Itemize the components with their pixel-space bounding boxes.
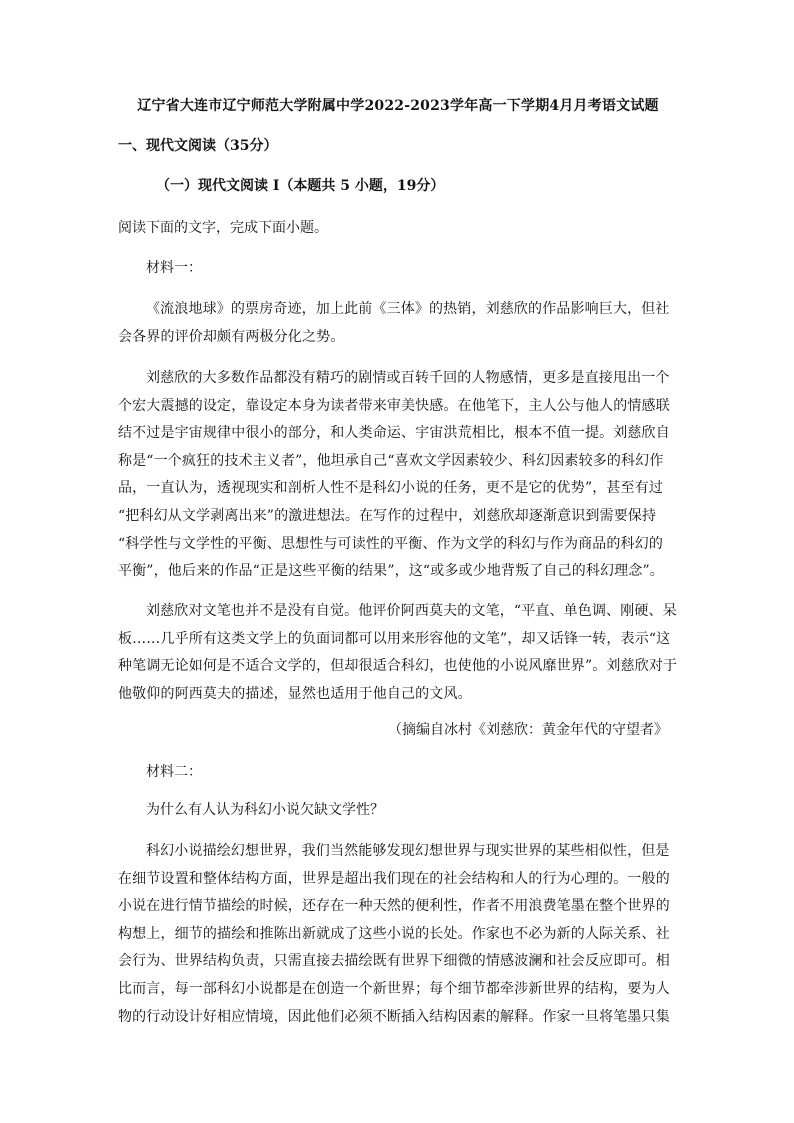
material1-label: 材料一： bbox=[146, 260, 202, 276]
paragraph-line: 会行为、世界结构负责，只需直接去描绘既有世界下细微的情感波澜和社会反应即可。相 bbox=[118, 953, 670, 970]
paragraph-line: 他敬仰的阿西莫夫的描述，显然也适用于他自己的文风。 bbox=[118, 685, 472, 702]
subsection-heading: （一）现代文阅读 I（本题共 5 小题，19分） bbox=[156, 178, 445, 194]
paragraph-line: 小说在进行情节描绘的时候，还存在一种天然的便利性，作者不用浪费笔墨在整个世界的 bbox=[118, 898, 670, 915]
paragraph-line: 结不过是宇宙规律中很小的部分，和人类命运、宇宙洪荒相比，根本不值一提。刘慈欣自 bbox=[118, 425, 670, 442]
paragraph-line: 种笔调无论如何是不适合文学的，但却很适合科幻，也使他的小说风靡世界”。刘慈欣对于 bbox=[118, 658, 678, 675]
paragraph-2 bbox=[118, 365, 668, 586]
paragraph-line: 物的行动设计好相应情境，因此他们必须不断插入结构因素的解释。作家一旦将笔墨只集 bbox=[118, 1008, 670, 1025]
paragraph-line: 在细节设置和整体结构方面，世界是超出我们现在的社会结构和人的行为心理的。一般的 bbox=[118, 870, 670, 887]
paragraph-line: 科幻小说描绘幻想世界，我们当然能够发现幻想世界与现实世界的某些相似性，但是 bbox=[146, 843, 670, 859]
section-heading: 一、现代文阅读（35分） bbox=[118, 138, 278, 154]
paragraph-line: 刘慈欣对文笔也并不是没有自觉。他评价阿西莫夫的文笔，“平直、单色调、刚硬、呆 bbox=[146, 603, 677, 619]
document-title: 辽宁省大连市辽宁师范大学附属中学2022-2023学年高一下学期4月月考语文试题 bbox=[137, 98, 659, 114]
paragraph-line: 刘慈欣的大多数作品都没有精巧的剧情或百转千回的人物感情，更多是直接甩出一个 bbox=[146, 370, 670, 386]
paragraph-3 bbox=[118, 598, 678, 708]
paragraph-line: “把科幻从文学剥离出来”的激进想法。在写作的过程中，刘慈欣却逐渐意识到需要保持 bbox=[118, 507, 657, 524]
paragraph-4 bbox=[118, 838, 668, 1031]
instruction-text: 阅读下面的文字，完成下面小题。 bbox=[118, 220, 328, 236]
paragraph-line: 比而言，每一部科幻小说都是在创造一个新世界；每个细节都牵涉新世界的结构，要为人 bbox=[118, 980, 670, 997]
material2-label: 材料二： bbox=[146, 764, 202, 780]
paragraph-line: 板……几乎所有这类文学上的负面词都可以用来形容他的文笔”，却又话锋一转，表示“这 bbox=[118, 630, 671, 647]
source-citation: （摘编自冰村《刘慈欣：黄金年代的守望者》 bbox=[388, 722, 668, 738]
paragraph-line: 个宏大震撼的设定，靠设定本身为读者带来审美快感。在他笔下，主人公与他人的情感联 bbox=[118, 397, 670, 414]
paragraph-line: 《流浪地球》的票房奇迹，加上此前《三体》的热销，刘慈欣的作品影响巨大，但社 bbox=[146, 301, 670, 317]
paragraph-line: 会各界的评价却颇有两极分化之势。 bbox=[118, 328, 345, 345]
paragraph-line: 构想上，细节的描绘和推陈出新就成了这些小说的长处。作家也不必为新的人际关系、社 bbox=[118, 925, 670, 942]
paragraph-line: 称是“一个疯狂的技术主义者”，他坦承自己“喜欢文学因素较少、科幻因素较多的科幻作 bbox=[118, 452, 664, 469]
paragraph-1 bbox=[118, 296, 668, 351]
paragraph-line: 品，一直认为，透视现实和剖析人性不是科幻小说的任务，更不是它的优势”，甚至有过 bbox=[118, 480, 664, 497]
question-text: 为什么有人认为科幻小说欠缺文学性？ bbox=[146, 802, 384, 818]
paragraph-line: 平衡”，他后来的作品“正是这些平衡的结果”，这“或多或少地背叛了自己的科幻理念”。 bbox=[118, 563, 664, 580]
paragraph-line: “科学性与文学性的平衡、思想性与可读性的平衡、作为文学的科幻与作为商品的科幻的 bbox=[118, 535, 664, 552]
